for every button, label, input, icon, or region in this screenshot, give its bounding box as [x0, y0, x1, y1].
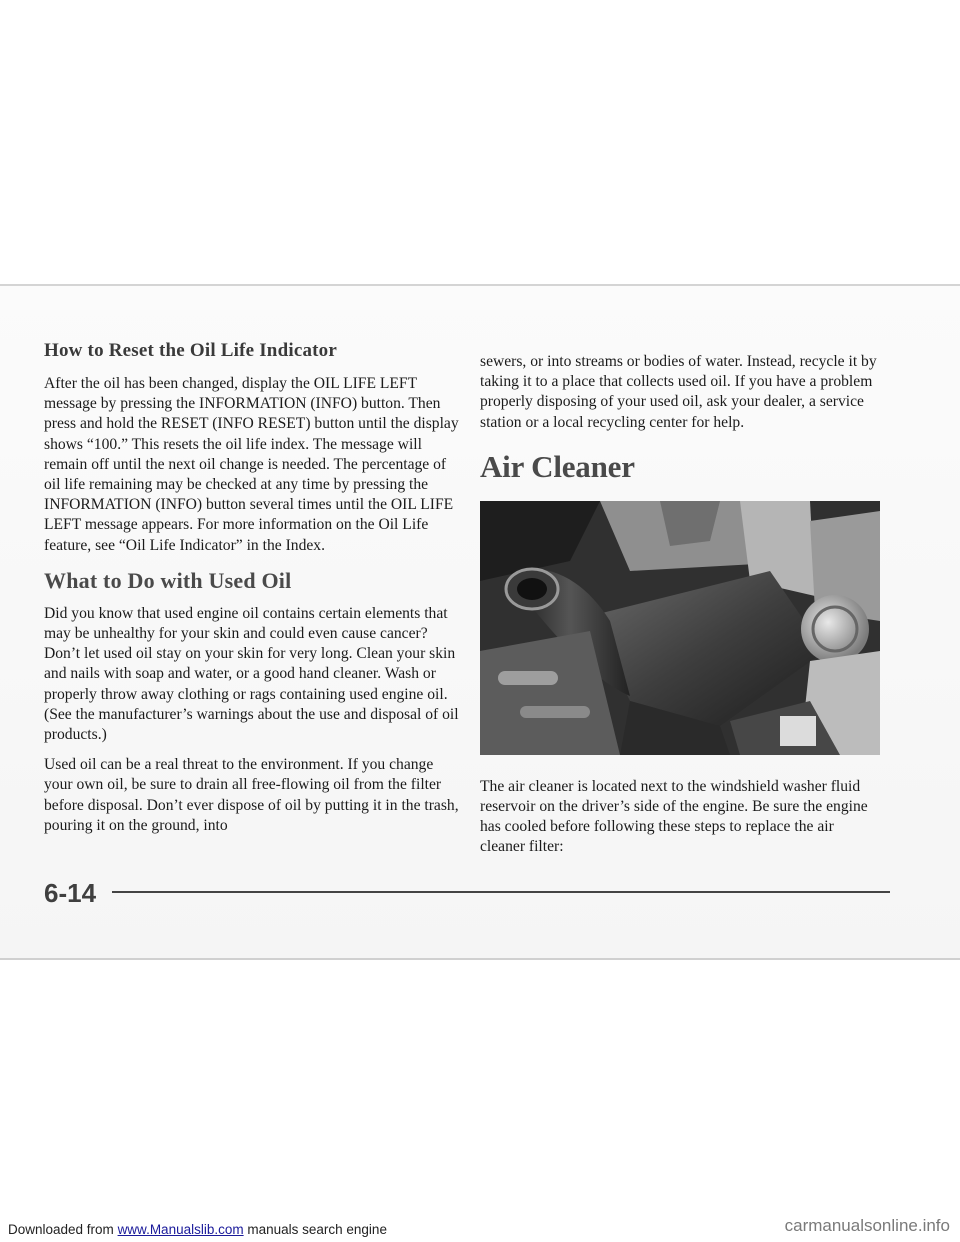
heading-used-oil: What to Do with Used Oil	[44, 567, 292, 593]
manualslib-link[interactable]: www.Manualslib.com	[117, 1222, 244, 1237]
download-suffix: manuals search engine	[243, 1222, 387, 1237]
download-prefix: Downloaded from	[8, 1222, 118, 1237]
right-column	[480, 352, 880, 858]
footer-rule	[112, 891, 890, 893]
paragraph-used-oil-health: Did you know that used engine oil contains certain elements that may be unhealthy for your skin and could even cause cancer? Don’t let used oil stay on your skin for very long. Clean your skin and nails with soap and water, or a good hand cleaner. Wash or properly throw away clothing or rags containing used engine oil. (See the manufacturer’s warnings about the use and disposal of oil products.)	[44, 604, 459, 744]
paragraph-used-oil-environment: Used oil can be a real threat to the environment. If you change your own oil, be sure to drain all free-flowing oil from the filter before disposal. Don’t ever dispose of oil by putting it in the trash, pouring it on the ground, into	[44, 756, 459, 834]
air-cleaner-engine-photo	[480, 501, 880, 755]
download-banner	[8, 1222, 387, 1237]
heading-reset-oil-life: How to Reset the Oil Life Indicator	[44, 340, 338, 361]
paragraph-used-oil-continued: sewers, or into streams or bodies of water. Instead, recycle it by taking it to a place that collects used oil. If you have a problem properly disposing of your used oil, ask your dealer, a service station or a local recycling center for help.	[480, 353, 877, 431]
site-watermark: carmanualsonline.info	[784, 1216, 950, 1235]
heading-air-cleaner: Air Cleaner	[480, 448, 635, 484]
left-column	[44, 340, 462, 846]
paragraph-reset-oil-life: After the oil has been changed, display the OIL LIFE LEFT message by pressing the INFORMATION (INFO) button. Then press and hold the RESET (INFO RESET) button until the display shows “100.” This resets the oil life index. The message will remain off until the next oil change is needed. The percentage of oil life remaining may be checked at any time by pressing the INFORMATION (INFO) button several times until the OIL LIFE LEFT message appears. For more information on the Oil Life feature, see “Oil Life Indicator” in the Index.	[44, 375, 459, 554]
page-number: 6-14	[44, 878, 97, 908]
page-footer	[44, 878, 890, 906]
paragraph-air-cleaner: The air cleaner is located next to the windshield washer fluid reservoir on the driver’s side of the engine. Be sure the engine has cooled before following these steps to replace the air cleaner filter:	[480, 777, 868, 856]
bottom-divider	[0, 958, 960, 960]
